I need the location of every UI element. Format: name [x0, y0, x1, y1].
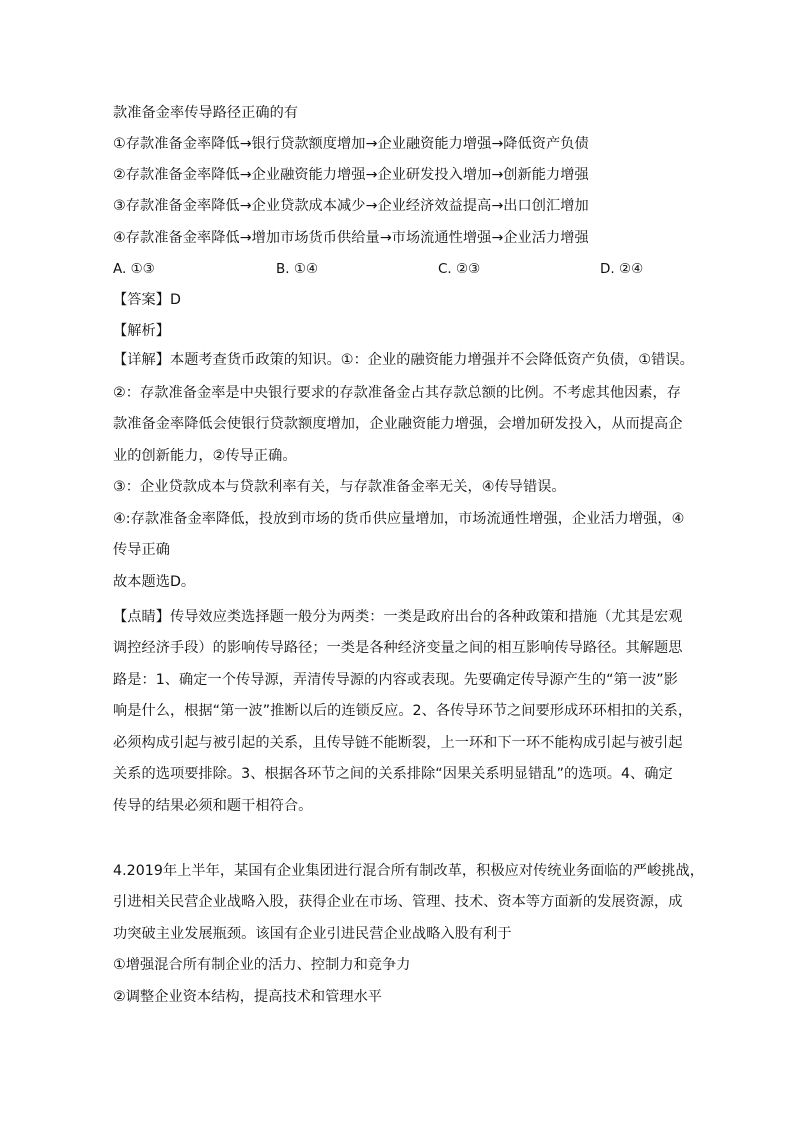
q3-detail-line-6: ④:存款准备金率降低，投放到市场的货币供应量增加，市场流通性增强，企业活力增强，④ — [113, 511, 685, 527]
q3-detail-line-7: 传导正确 — [113, 542, 170, 558]
q3-conclusion: 故本题选D。 — [113, 574, 196, 590]
q3-tips-line-1: 【点睛】传导效应类选择题一般分为两类：一类是政府出台的各种政策和措施（尤其是宏观 — [113, 609, 683, 625]
q4-item-2: ②调整企业资本结构，提高技术和管理水平 — [113, 989, 383, 1005]
q3-detail-line-3: 款准备金率降低会使银行贷款额度增加，企业融资能力增强，会增加研发投入，从而提高企 — [113, 416, 683, 432]
q3-item-3: ③存款准备金率降低→企业贷款成本减少→企业经济效益提高→出口创汇增加 — [113, 198, 589, 214]
q3-item-1: ①存款准备金率降低→银行贷款额度增加→企业融资能力增强→降低资产负债 — [113, 136, 589, 152]
q3-option-c: C. ②③ — [438, 261, 481, 277]
q3-tips-line-2: 调控经济手段）的影响传导路径；一类是各种经济变量之间的相互影响传导路径。其解题思 — [113, 640, 683, 656]
q3-tips-line-6: 关系的选项要排除。3、根据各环节之间的关系排除“因果关系明显错乱”的选项。4、确定 — [113, 766, 673, 782]
q3-stem-tail: 款准备金率传导路径正确的有 — [113, 105, 299, 121]
q3-tips-line-3: 路是：1、确定一个传导源，弄清传导源的内容或表现。先要确定传导源产生的“第一波”影 — [113, 672, 678, 688]
q4-stem-line-1: 4.2019年上半年，某国有企业集团进行混合所有制改革，积极应对传统业务面临的严峻挑战， — [113, 863, 704, 879]
q3-answer: 【答案】D — [113, 292, 181, 308]
q3-tips-line-5: 必须构成引起与被引起的关系，且传导链不能断裂，上一环和下一环不能构成引起与被引起 — [113, 735, 683, 751]
q3-tips-line-4: 响是什么，根据“第一波”推断以后的连锁反应。2、各传导环节之间要形成环环相扣的关系， — [113, 703, 693, 719]
q3-detail-line-2: ②：存款准备金率是中央银行要求的存款准备金占其存款总额的比例。不考虑其他因素，存 — [113, 385, 682, 401]
q4-item-1: ①增强混合所有制企业的活力、控制力和竞争力 — [113, 957, 411, 973]
q3-option-a: A. ①③ — [113, 261, 155, 277]
q4-stem-line-2: 引进相关民营企业战略入股，获得企业在市场、管理、技术、资本等方面新的发展资源，成 — [113, 894, 683, 910]
q3-detail-line-1: 【详解】本题考查货币政策的知识。①：企业的融资能力增强并不会降低资产负债，①错误。 — [113, 352, 694, 368]
q3-option-d: D. ②④ — [600, 261, 644, 277]
q3-option-b: B. ①④ — [276, 261, 319, 277]
q3-detail-line-4: 业的创新能力，②传导正确。 — [113, 448, 297, 464]
q3-analysis-title: 【解析】 — [113, 323, 170, 339]
q4-stem-line-3: 功突破主业发展瓶颈。该国有企业引进民营企业战略入股有利于 — [113, 926, 512, 942]
q3-item-4: ④存款准备金率降低→增加市场货币供给量→市场流通性增强→企业活力增强 — [113, 230, 589, 246]
q3-tips-line-7: 传导的结果必须和题干相符合。 — [113, 798, 313, 814]
q3-detail-line-5: ③：企业贷款成本与贷款利率有关，与存款准备金率无关，④传导错误。 — [113, 479, 566, 495]
q3-item-2: ②存款准备金率降低→企业融资能力增强→企业研发投入增加→创新能力增强 — [113, 167, 589, 183]
